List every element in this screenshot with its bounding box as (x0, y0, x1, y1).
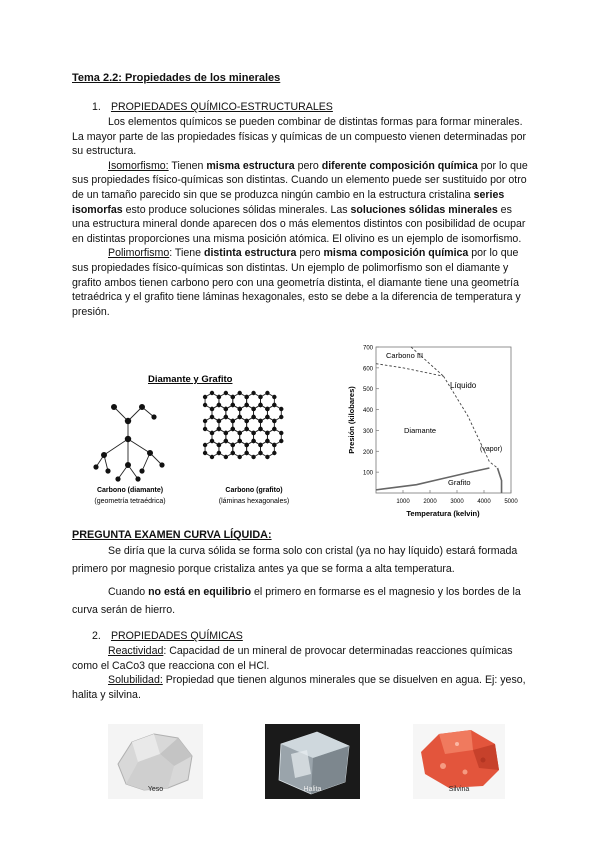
text-run: por lo que sus propiedades físico-químicas son distintas. Cuando un elemento puede ser sustituido por otro de un tamaño parecido sin que se produzca ningún cambio en la estructura cristalina (72, 159, 528, 201)
y-tick-label: 400 (362, 408, 373, 415)
section-2-body (72, 644, 532, 702)
graphite-atom (210, 415, 214, 419)
graphite-atom (265, 415, 269, 419)
graphite-atom (258, 427, 262, 431)
plot-frame (376, 347, 511, 493)
bold-run: misma estructura (206, 159, 295, 172)
polimorfismo-paragraph (72, 246, 532, 319)
text-run: Propiedad que tienen algunos minerales que se disuelven en agua. Ej: yeso, halita y silvina. (72, 674, 526, 701)
graphite-atom (251, 455, 255, 459)
region-label-liquido: Líquido (450, 381, 477, 390)
x-tick-label: 2000 (423, 499, 437, 505)
graphite-atom (203, 403, 207, 407)
section-1-title: PROPIEDADES QUÍMICO-ESTRUCTURALES (110, 101, 333, 113)
text-run: pero (294, 159, 322, 172)
graphite-atom (217, 427, 221, 431)
graphite-atom (217, 403, 221, 407)
graphite-atom (238, 455, 242, 459)
phase-line-3 (376, 468, 489, 490)
graphite-atom (244, 427, 248, 431)
graphite-sublabel: (láminas hexagonales) (218, 498, 290, 505)
graphite-atom (210, 455, 214, 459)
graphite-atom (203, 419, 207, 423)
exam-paragraph-1: Se diría que la curva sólida se forma solo con cristal (ya no hay líquido) estará formada primero por magnesio porque cristaliza antes ya que se forma a alta temperatura. (72, 545, 518, 576)
x-tick-label: 5000 (504, 499, 518, 505)
diamond-structure-icon (93, 404, 164, 482)
page-title: Tema 2.2: Propiedades de los minerales (72, 72, 281, 84)
reactividad-paragraph (72, 644, 532, 673)
graphite-atom (217, 451, 221, 455)
graphite-atom (279, 415, 283, 419)
section-1-heading (92, 100, 333, 115)
diamond-label: Carbono (diamante) (96, 487, 164, 494)
graphite-atom (258, 419, 262, 423)
yeso-photo (108, 724, 203, 799)
y-tick-label: 700 (362, 345, 373, 352)
yeso-caption: Yeso (147, 786, 164, 793)
text-run: pero (296, 247, 324, 260)
graphite-atom (238, 431, 242, 435)
section-2-heading (92, 629, 243, 644)
graphite-atom (251, 391, 255, 395)
silvina-caption: Silvina (448, 786, 470, 793)
graphite-atom (203, 443, 207, 447)
x-axis-ticks (396, 490, 518, 505)
graphite-atom (272, 451, 276, 455)
graphite-atom (258, 451, 262, 455)
graphite-atom (238, 407, 242, 411)
graphite-atom (244, 419, 248, 423)
carbon-phase-diagram (346, 343, 526, 521)
graphite-atom (265, 431, 269, 435)
graphite-atom (251, 407, 255, 411)
y-axis-label: Presión (kilobares) (347, 386, 356, 454)
graphite-atom (279, 407, 283, 411)
reactividad-term: Reactividad (108, 645, 164, 657)
graphite-atom (224, 415, 228, 419)
graphite-atom (217, 419, 221, 423)
graphite-hexagon (233, 441, 247, 457)
isomorfismo-term: Isomorfismo: (108, 159, 169, 172)
graphite-atom (238, 391, 242, 395)
graphite-atom (279, 439, 283, 443)
y-tick-label: 200 (362, 449, 373, 456)
graphite-atom (244, 403, 248, 407)
section-1-body (72, 115, 532, 319)
region-label-vapor: (vapor) (480, 446, 503, 453)
y-tick-label: 300 (362, 428, 373, 435)
graphite-atom (231, 395, 235, 399)
graphite-atom (217, 443, 221, 447)
graphite-atom (272, 403, 276, 407)
figure-title: Diamante y Grafito (148, 374, 233, 385)
phase-line-0 (376, 364, 444, 377)
exam-body (72, 542, 542, 620)
graphite-atom (238, 415, 242, 419)
graphite-atom (224, 431, 228, 435)
graphite-atom (265, 455, 269, 459)
graphite-atom (231, 443, 235, 447)
graphite-atom (244, 395, 248, 399)
graphite-structure-icon (203, 391, 284, 459)
section-2-title: PROPIEDADES QUÍMICAS (110, 630, 243, 642)
graphite-atom (251, 415, 255, 419)
isomorfismo-paragraph (72, 159, 532, 247)
text-run: por lo que sus propiedades físico-químicas son distintas. Un ejemplo de polimorfismo son el diamante y grafito ambos tienen carbono pero con una geometría distinta, el diamante tiene una geometría tetraédrica y el grafito tiene láminas hexagonales, esto se debe a la diferencia de temperatura y presión. (72, 247, 521, 318)
bold-run: misma composición química (323, 247, 469, 260)
bold-run: no está en equilibrio (148, 585, 252, 598)
solubilidad-term: Solubilidad: (108, 674, 163, 687)
x-axis-label: Temperatura (kelvin) (406, 509, 480, 518)
bold-run: distinta estructura (203, 247, 297, 260)
graphite-atom (244, 451, 248, 455)
graphite-atom (224, 455, 228, 459)
graphite-atom (272, 443, 276, 447)
graphite-atom (231, 427, 235, 431)
section-1-number: 1. (92, 101, 101, 113)
phase-boundaries (376, 347, 502, 493)
text-run: Tienen (168, 159, 207, 172)
halita-photo (265, 724, 360, 799)
graphite-atom (258, 395, 262, 399)
graphite-atom (231, 403, 235, 407)
intro-paragraph: Los elementos químicos se pueden combinar de distintas formas para formar minerales. La mayor parte de las propiedades físicas y químicas de un compuesto vienen determinadas por su estructura. (72, 116, 527, 158)
graphite-atom (231, 419, 235, 423)
graphite-atom (251, 439, 255, 443)
silvina-photo (413, 724, 505, 799)
graphite-hexagon (205, 441, 219, 457)
graphite-hexagon (219, 441, 233, 457)
solubilidad-paragraph (72, 673, 532, 702)
text-run: es una estructura mineral donde aparecen dos o más elementos distintos con posibilidad de ocupar en distintas proporciones una misma posición atómica. El olivino es un ejemplo de isomorfismo. (72, 203, 526, 245)
graphite-atom (203, 451, 207, 455)
graphite-atom (265, 391, 269, 395)
x-tick-label: 3000 (450, 499, 464, 505)
graphite-atom (251, 431, 255, 435)
text-run: esto produce soluciones sólidas minerales. Las (122, 203, 351, 216)
graphite-atom (265, 407, 269, 411)
graphite-atom (203, 395, 207, 399)
graphite-label: Carbono (grafito) (225, 487, 283, 494)
section-2-number: 2. (92, 630, 101, 642)
graphite-atom (224, 407, 228, 411)
polimorfismo-term: Polimorfismo (108, 247, 170, 260)
exam-paragraph-2 (72, 583, 542, 620)
graphite-atom (272, 419, 276, 423)
bold-run: series isomorfas (72, 188, 505, 216)
y-axis-ticks (363, 346, 379, 477)
halita-caption: Halita (303, 786, 322, 793)
graphite-atom (279, 431, 283, 435)
graphite-atom (238, 439, 242, 443)
region-label-diamante: Diamante (404, 426, 437, 435)
graphite-atom (272, 427, 276, 431)
y-tick-label: 100 (362, 470, 373, 477)
x-tick-label: 1000 (396, 499, 410, 505)
diamond-graphite-figure (82, 365, 332, 510)
graphite-atom (272, 395, 276, 399)
y-tick-label: 600 (362, 366, 373, 373)
graphite-atom (265, 439, 269, 443)
diamond-sublabel: (geometría tetraédrica) (94, 498, 166, 505)
phase-line-4 (498, 468, 502, 493)
graphite-atom (210, 439, 214, 443)
graphite-atom (224, 439, 228, 443)
x-tick-label: 4000 (477, 499, 491, 505)
graphite-atom (203, 427, 207, 431)
exam-heading: PREGUNTA EXAMEN CURVA LÍQUIDA: (72, 529, 272, 541)
text-run: Cuando (108, 585, 149, 598)
graphite-atom (231, 451, 235, 455)
graphite-atom (258, 443, 262, 447)
graphite-atom (210, 407, 214, 411)
graphite-atom (210, 431, 214, 435)
bold-run: diferente composición química (321, 159, 478, 172)
text-run: : Capacidad de un mineral de provocar determinadas reacciones químicas como el CaCo3 que reacciona con el HCl. (72, 645, 513, 672)
region-label-carbono-iii: Carbono III (386, 351, 424, 360)
graphite-atom (210, 391, 214, 395)
graphite-atom (217, 395, 221, 399)
bold-run: soluciones sólidas minerales (350, 203, 498, 216)
text-run: : Tiene (169, 247, 204, 260)
graphite-atom (258, 403, 262, 407)
region-label-grafito: Grafito (448, 478, 471, 487)
graphite-hexagon (260, 441, 274, 457)
graphite-atom (244, 443, 248, 447)
y-tick-label: 500 (362, 387, 373, 394)
graphite-atom (224, 391, 228, 395)
graphite-hexagon (247, 441, 261, 457)
text-run: el primero en formarse es el magnesio y los bordes de la curva serán de hierro. (72, 585, 521, 617)
